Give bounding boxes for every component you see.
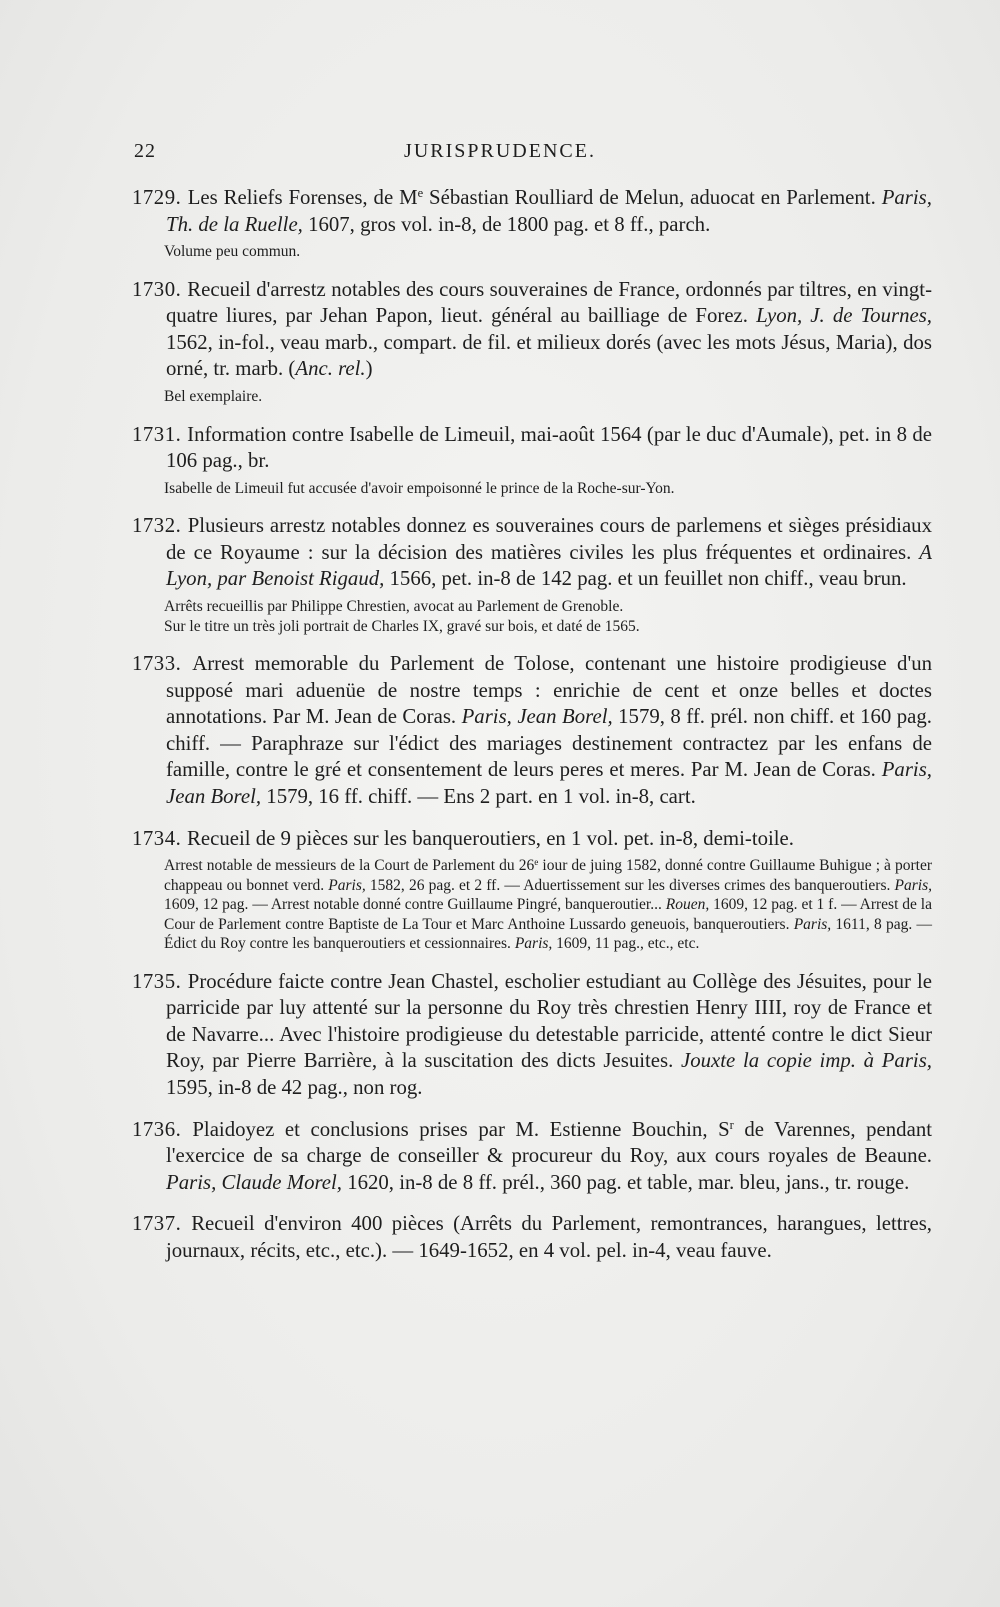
entry-description [132,513,932,593]
entry-description [132,185,932,238]
entry-text: 1566, pet. in-8 de 142 pag. et un feuillet non chiff., veau brun. [384,567,907,591]
page-number: 22 [134,140,156,162]
entry-text: 1609, 11 pag., etc., etc. [552,935,700,953]
catalog-entry [132,513,932,636]
italic-imprint: Paris, [328,876,366,894]
entry-text: e [417,186,424,201]
entry-number: 1734. [132,826,187,850]
entry-number: 1732. [132,514,188,538]
entry-text: r [729,1117,734,1132]
entry-number: 1736. [132,1117,193,1141]
italic-imprint: Rouen, [665,896,710,914]
entry-note [164,479,932,499]
note-line: Isabelle de Limeuil fut accusée d'avoir empoisonné le prince de la Roche-sur-Yon. [164,479,675,497]
note-line: Bel exemplaire. [164,388,263,406]
italic-imprint: Jouxte la copie imp. à Paris, [681,1049,932,1073]
entry-text: 1609, 12 pag. et 1 f. — Arrest de la Cour de Parlement contre Baptiste de La Tour et Marc Anthoine Lussardo geneuois, banqueroutiers. [164,896,932,933]
entry-number: 1735. [132,969,188,993]
entry-description [132,969,932,1102]
italic-imprint: Paris, [514,935,553,953]
italic-imprint: Paris, [793,915,832,933]
entry-text: 1609, 12 pag. — Arrest notable donné contre Guillaume Pingré, banqueroutier... [164,896,666,914]
italic-imprint: Paris, Th. de la Ruelle, [166,186,932,236]
catalog-entries [132,185,932,1280]
entry-text: Sébastian Roulliard de Melun, aduocat en Parlement. [423,186,882,209]
italic-imprint: A Lyon, par Benoist Rigaud, [166,540,932,591]
entry-text: 1595, in-8 de 42 pag., non rog. [166,1076,423,1100]
entry-text: 1611, 8 pag. — Édict du Roy contre les banqueroutiers et cessionnaires. [164,915,932,953]
entry-number: 1729. [132,186,188,209]
note-line [164,856,932,954]
entry-text: 1607, gros vol. in-8, de 1800 pag. et 8 ff., parch. [302,212,711,236]
entry-description [132,826,932,853]
entry-number: 1733. [132,652,193,676]
entry-note [164,856,932,954]
entry-text: Plaidoyez et conclusions prises par M. Estienne Bouchin, S [192,1117,730,1141]
entry-number: 1731. [132,422,188,446]
entry-text: Les Reliefs Forenses, de M [187,186,418,209]
entry-text: 1579, 16 ff. chiff. — Ens 2 part. en 1 vol. in-8, cart. [261,785,696,808]
entry-note [164,597,932,636]
italic-imprint: Paris, Claude Morel, [166,1170,342,1194]
entry-text: Recueil d'environ 400 pièces (Arrêts du Parlement, remontrances, harangues, lettres, journaux, récits, etc., etc.). — 1649-1652, en 4 vol. pel. in-4, veau fauve. [166,1212,932,1263]
catalog-entry [132,185,932,262]
entry-text: Procédure faicte contre Jean Chastel, escholier estudiant au Collège des Jésuites, pour le parricide par luy attenté sur la personne du Roy très chrestien Henry IIII, roy de France et de Navarre... Avec l'histoire prodigieuse du detestable parricide, attenté contre le dict Sieur Roy, par Pierre Barrière, à la suscitation des dicts Jesuites. [166,969,932,1073]
entry-text: de Varennes, pendant l'exercice de sa charge de conseiller & procureur du Roy, aux cours royales de Beaune. [166,1117,932,1168]
catalog-entry [132,969,932,1102]
entry-text: Recueil d'arrestz notables des cours souveraines de France, ordonnés par tiltres, en vingt-quatre liures, par Jehan Papon, lieut. général au bailliage de Forez. [166,277,932,328]
entry-text: 1579, 8 ff. prél. non chiff. et 160 pag. chiff. — Paraphraze sur l'édict des mariages destinement contractez par les enfans de famille, contre le gré et consentement de leurs peres et meres. Par M. Jean de Coras. [166,705,932,782]
italic-imprint: Anc. rel. [295,357,366,381]
entry-note [164,242,932,262]
catalog-entry [132,1117,932,1197]
entry-description [132,651,932,811]
entry-text: ) [365,357,373,381]
entry-text: e [534,858,539,869]
entry-description [132,277,932,383]
entry-text: 1582, 26 pag. et 2 ff. — Aduertissement sur les diverses crimes des banqueroutiers. [365,876,895,894]
entry-text: Arrest memorable du Parlement de Tolose, contenant une histoire prodigieuse d'un supposé mari aduenüe de nostre temps : enrichie de cent et onze belles et doctes annotations. Par M. Jean de Coras. [166,652,932,729]
catalog-entry [132,651,932,811]
entry-number: 1737. [132,1212,192,1236]
note-line: Arrêts recueillis par Philippe Chrestien, avocat au Parlement de Grenoble. [164,598,624,616]
entry-text: Plusieurs arrestz notables donnez es souveraines cours de parlemens et sièges présidiaux de ce Royaume : sur la décision des matières civiles les plus fréquentes et ordinaires. [166,514,932,564]
entry-text: 1620, in-8 de 8 ff. prél., 360 pag. et table, mar. bleu, jans., tr. rouge. [342,1170,910,1194]
catalog-entry [132,1211,932,1264]
italic-imprint: Paris, Jean Borel, [461,705,613,729]
entry-text: Arrest notable de messieurs de la Court de Parlement du 26 [164,857,535,875]
catalog-entry [132,826,932,954]
entry-text: Information contre Isabelle de Limeuil, mai-août 1564 (par le duc d'Aumale), pet. in 8 de 106 pag., br. [166,422,932,473]
entry-text: 1562, in-fol., veau marb., compart. de fil. et milieux dorés (avec les mots Jésus, Maria), dos orné, tr. marb. ( [166,330,932,381]
catalog-entry [132,422,932,499]
entry-number: 1730. [132,277,188,301]
italic-imprint: Lyon, J. de Tournes, [756,304,932,328]
entry-text: iour de juing 1582, donné contre Guillaume Buhigue ; à porter chappeau ou bonnet verd. [164,857,932,894]
running-head: JURISPRUDENCE. [404,140,596,162]
entry-description [132,422,932,475]
entry-note [164,387,932,407]
note-line: Sur le titre un très joli portrait de Charles IX, gravé sur bois, et daté de 1565. [164,617,640,635]
entry-description [132,1117,932,1197]
catalog-entry [132,277,932,407]
entry-description [132,1211,932,1264]
note-line: Volume peu commun. [164,243,301,261]
italic-imprint: Paris, [894,876,932,894]
italic-imprint: Paris, Jean Borel, [166,758,932,808]
entry-text: Recueil de 9 pièces sur les banqueroutiers, en 1 vol. pet. in-8, demi-toile. [187,826,794,850]
